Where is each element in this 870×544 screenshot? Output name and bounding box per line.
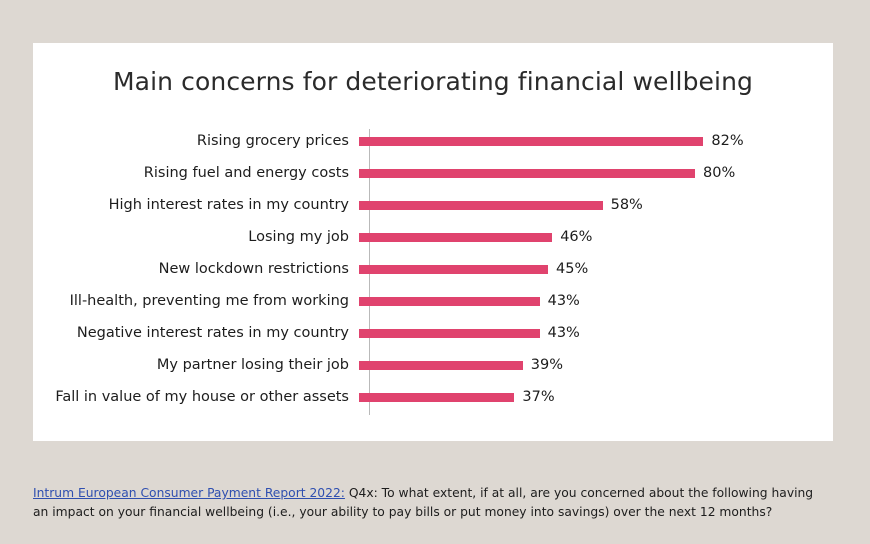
source-link[interactable]: Intrum European Consumer Payment Report 2022: (33, 486, 345, 500)
bar-track (359, 285, 833, 317)
bar-row (33, 381, 833, 413)
bar-category-label: Fall in value of my house or other assets (55, 389, 349, 405)
bar-track (359, 317, 833, 349)
bar-row (33, 125, 833, 157)
chart-card (33, 43, 833, 441)
footnote (33, 484, 823, 522)
bar (359, 137, 703, 146)
bar-row (33, 285, 833, 317)
bar-track (359, 253, 833, 285)
bar-value-label: 37% (522, 389, 555, 405)
bar-row (33, 189, 833, 221)
bar-category-label: Rising fuel and energy costs (143, 165, 349, 181)
bar-value-label: 82% (711, 133, 744, 149)
bar-category-label: New lockdown restrictions (158, 261, 349, 277)
bar (359, 265, 548, 274)
bar-row (33, 157, 833, 189)
bar (359, 329, 540, 338)
footnote-text: Q4x: To what extent, if at all, are you concerned about the following having an impact on your financial wellbeing (i.e., your ability to pay bills or put money into savings) over the next 12 months? (33, 486, 814, 520)
bar-value-label: 58% (610, 197, 643, 213)
bar-category-label: Rising grocery prices (196, 133, 349, 149)
bar-category-label: High interest rates in my country (108, 197, 349, 213)
bar-category-label: My partner losing their job (156, 357, 349, 373)
bar-category-label: Ill-health, preventing me from working (69, 293, 349, 309)
bar-track (359, 349, 833, 381)
bar-track (359, 189, 833, 221)
bar (359, 393, 514, 402)
bar-value-label: 45% (556, 261, 589, 277)
bar-track (359, 381, 833, 413)
bar (359, 297, 540, 306)
bar (359, 361, 523, 370)
bar-row (33, 317, 833, 349)
bar (359, 201, 603, 210)
bar-category-label: Losing my job (248, 229, 349, 245)
bar-category-label: Negative interest rates in my country (76, 325, 349, 341)
bar-row (33, 221, 833, 253)
bar-value-label: 39% (530, 357, 564, 373)
bar (359, 233, 552, 242)
bar-value-label: 43% (547, 325, 580, 341)
bar-row (33, 349, 833, 381)
bar (359, 169, 695, 178)
bar-value-label: 46% (560, 229, 593, 245)
bar-track (359, 157, 833, 189)
page-title: Main concerns for deteriorating financial wellbeing (113, 67, 753, 96)
bar-value-label: 43% (547, 293, 580, 309)
bar-track (359, 125, 833, 157)
bar-chart-plot (33, 125, 833, 425)
bar-track (359, 221, 833, 253)
bar-row (33, 253, 833, 285)
bar-value-label: 80% (703, 165, 736, 181)
